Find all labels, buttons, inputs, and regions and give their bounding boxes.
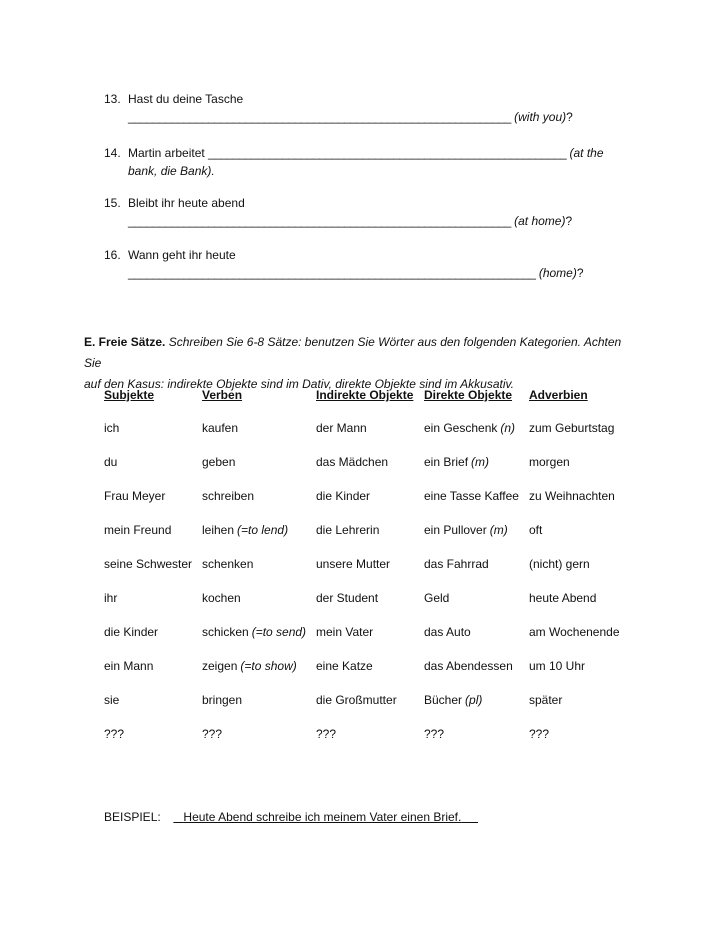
indirect-object-cell: das Mädchen <box>316 455 389 469</box>
direct-object-cell: ein Geschenk (n) <box>424 421 516 435</box>
subject-cell: ihr <box>104 591 118 605</box>
adverb-cell: zu Weihnachten <box>529 489 615 503</box>
indirect-object-cell: die Großmutter <box>316 693 397 707</box>
subject-cell: die Kinder <box>104 625 159 639</box>
exercise-hint: (at the <box>569 146 604 160</box>
subject-cell: Frau Meyer <box>104 489 166 503</box>
subject-cell: ??? <box>104 727 125 741</box>
indirect-object-cell: unsere Mutter <box>316 557 391 571</box>
subject-cell: ich <box>104 421 120 435</box>
section-label: E. Freie Sätze. <box>84 335 166 349</box>
direct-object-cell: das Fahrrad <box>424 557 489 571</box>
subject-cell: du <box>104 455 118 469</box>
exercise-prompt: Wann geht ihr heute <box>128 248 236 262</box>
section-instructions-2: auf den Kasus: indirekte Objekte sind im Dativ, direkte Objekte sind im Akkusativ. <box>84 377 514 391</box>
section-e-instructions <box>84 332 639 395</box>
adverb-cell: oft <box>529 523 543 537</box>
direct-object-cell: eine Tasse Kaffee <box>424 489 519 503</box>
answer-blank[interactable]: __________________________________________________________ <box>208 146 567 160</box>
adverbs-header: Adverbien <box>529 388 588 402</box>
exercise-prompt: Martin arbeitet <box>128 146 205 160</box>
section-instructions-1: Schreiben Sie 6-8 Sätze: benutzen Sie Wörter aus den folgenden Kategorien. Achten Sie <box>84 335 622 370</box>
adverb-cell: um 10 Uhr <box>529 659 586 673</box>
example-label: BEISPIEL: <box>104 810 161 824</box>
exercise-hint: (with you) <box>514 110 567 124</box>
verb-cell: leihen (=to lend) <box>202 523 289 537</box>
adverb-cell: ??? <box>529 727 550 741</box>
answer-blank[interactable]: ______________________________________________________________ <box>128 110 511 124</box>
example-sentence: Heute Abend schreibe ich meinem Vater einen Brief. <box>183 810 462 824</box>
direct-objects-header: Direkte Objekte <box>424 388 513 402</box>
verb-cell: kochen <box>202 591 241 605</box>
adverb-cell: am Wochenende <box>529 625 620 639</box>
indirect-objects-header: Indirekte Objekte <box>316 388 414 402</box>
direct-object-cell: ein Pullover (m) <box>424 523 508 537</box>
indirect-object-cell: mein Vater <box>316 625 374 639</box>
adverb-cell: (nicht) gern <box>529 557 590 571</box>
indirect-object-cell: der Student <box>316 591 379 605</box>
exercise-number: 13. <box>104 92 121 106</box>
indirect-object-cell: ??? <box>316 727 337 741</box>
exercise-hint-continued: bank, die Bank). <box>128 164 215 178</box>
exercise-prompt: Hast du deine Tasche <box>128 92 244 106</box>
answer-blank[interactable]: __________________________________________________________________ <box>128 266 536 280</box>
subject-cell: ein Mann <box>104 659 154 673</box>
adverb-cell: morgen <box>529 455 570 469</box>
indirect-object-cell: der Mann <box>316 421 367 435</box>
answer-blank[interactable]: ______________________________________________________________ <box>128 214 511 228</box>
adverb-cell: später <box>529 693 563 707</box>
indirect-object-cell: die Kinder <box>316 489 371 503</box>
exercise-hint: (home) <box>538 266 577 280</box>
verb-cell: schicken (=to send) <box>202 625 307 639</box>
indirect-object-cell: eine Katze <box>316 659 373 673</box>
indirect-object-cell: die Lehrerin <box>316 523 380 537</box>
direct-object-cell: das Auto <box>424 625 471 639</box>
adverb-cell: heute Abend <box>529 591 597 605</box>
example <box>104 810 478 824</box>
subject-cell: sie <box>104 693 120 707</box>
exercise-hint: (at home) <box>514 214 566 228</box>
subjects-header: Subjekte <box>104 388 155 402</box>
exercise-number: 16. <box>104 248 121 262</box>
adverb-cell: zum Geburtstag <box>529 421 615 435</box>
exercise-prompt: Bleibt ihr heute abend <box>128 196 245 210</box>
verb-cell: kaufen <box>202 421 239 435</box>
subject-cell: seine Schwester <box>104 557 193 571</box>
verb-cell: schenken <box>202 557 254 571</box>
subject-cell: mein Freund <box>104 523 172 537</box>
direct-object-cell: Geld <box>424 591 450 605</box>
direct-object-cell: ??? <box>424 727 445 741</box>
verb-cell: geben <box>202 455 236 469</box>
verb-cell: zeigen (=to show) <box>202 659 297 673</box>
verb-cell: bringen <box>202 693 243 707</box>
direct-object-cell: ein Brief (m) <box>424 455 490 469</box>
verb-cell: ??? <box>202 727 223 741</box>
verbs-header: Verben <box>202 388 243 402</box>
verb-cell: schreiben <box>202 489 255 503</box>
exercise-number: 14. <box>104 146 121 160</box>
direct-object-cell: das Abendessen <box>424 659 513 673</box>
exercise-number: 15. <box>104 196 121 210</box>
direct-object-cell: Bücher (pl) <box>424 693 483 707</box>
